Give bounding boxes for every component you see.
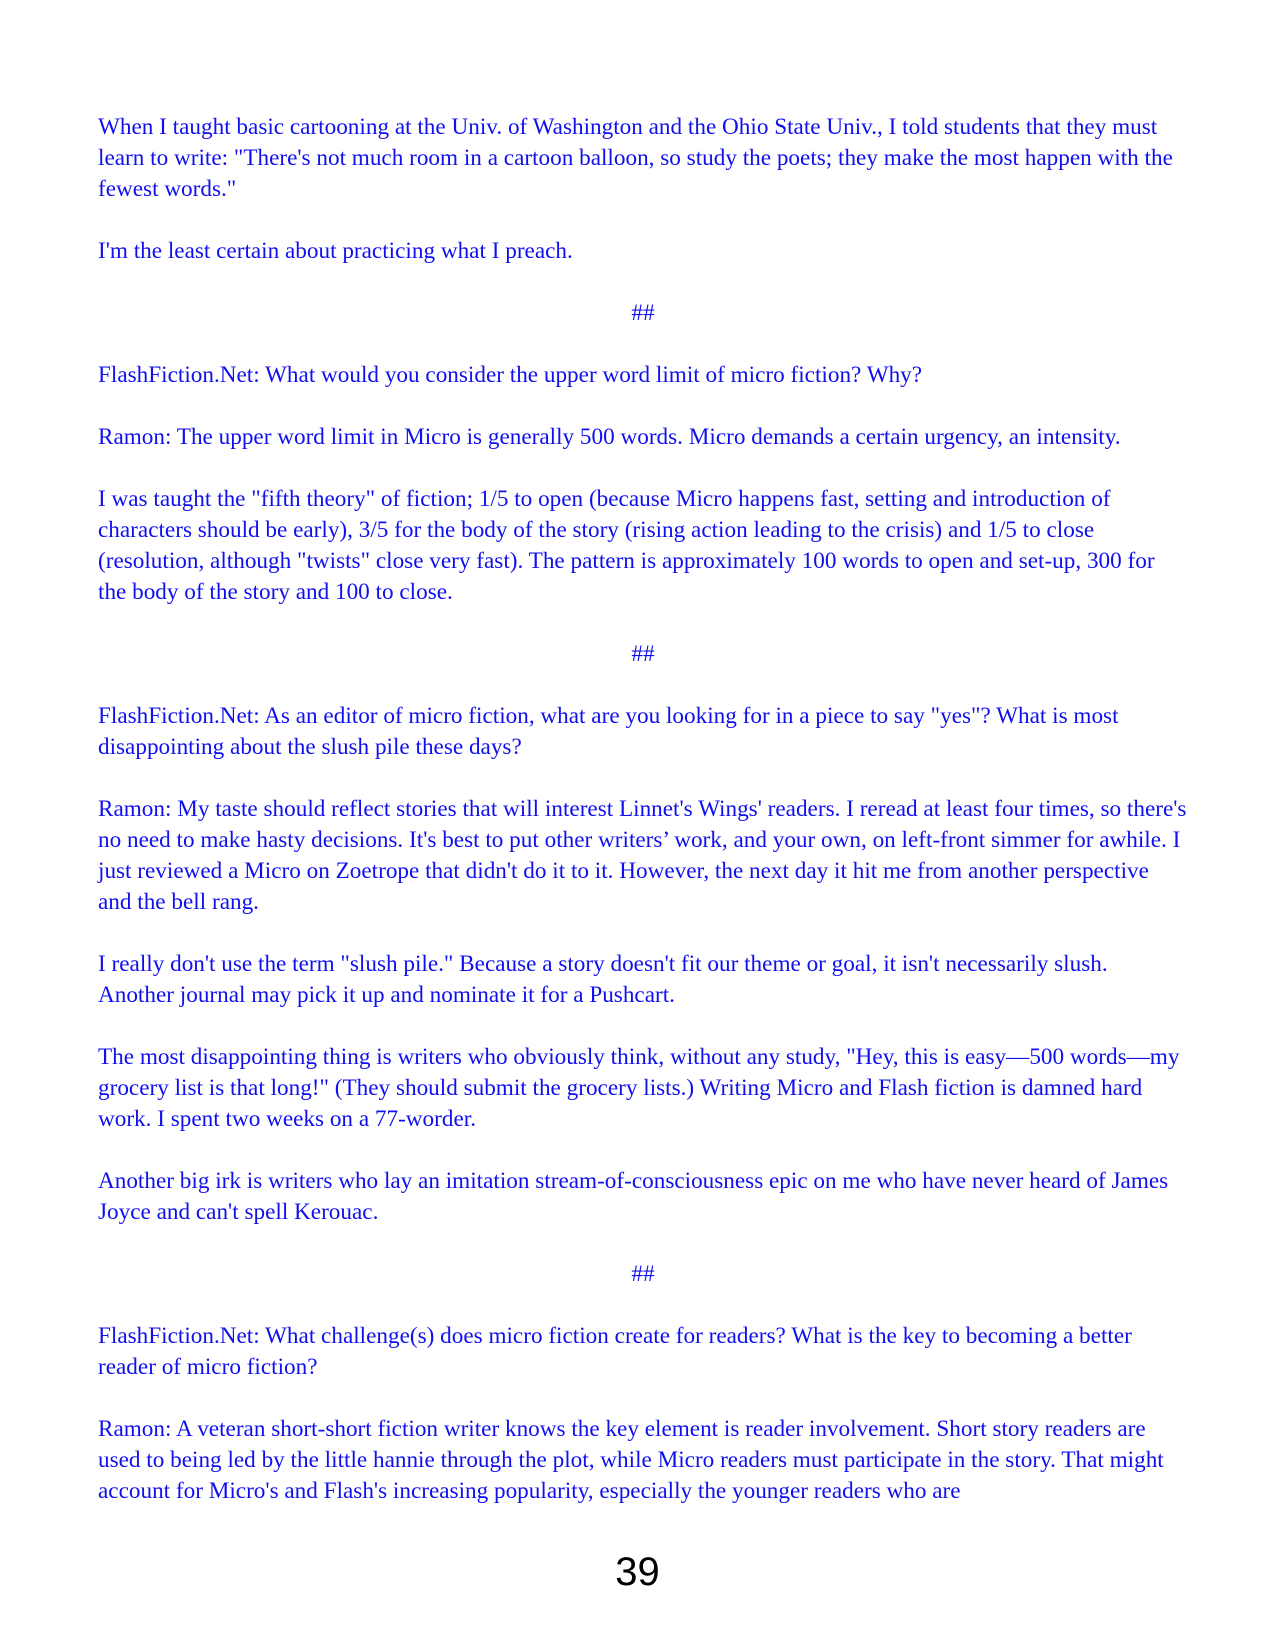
section-separator: ## [631, 300, 655, 326]
paragraph-fifth-theory: I was taught the "fifth theory" of fiction; 1/5 to open (because Micro happens fast, setting and introduction of characters should be early), 3/5 for the body of the story (rising action leading to the crisis) and 1/5 to close (resolution, although "twists" close very fast). The pattern is approximately 100 words to open and set-up, 300 for the body of the story and 100 to close. [98, 486, 1155, 605]
answer-challenges: Ramon: A veteran short-short fiction writer knows the key element is reader involvement. Short story readers are used to being led by the little hannie through the plot, while Micro readers must participate in the story. That might account for Micro's and Flash's increasing popularity, especially the younger readers who are [98, 1416, 1164, 1504]
paragraph-teaching-cartooning: When I taught basic cartooning at the Univ. of Washington and the Ohio State Univ., I told students that they must learn to write: "There's not much room in a cartoon balloon, so study the poets; they make the most happen with the fewest words." [98, 114, 1173, 202]
page-number: 39 [615, 1550, 660, 1594]
question-challenges: FlashFiction.Net: What challenge(s) does micro fiction create for readers? What is the key to becoming a better reader of micro fiction? [98, 1323, 1132, 1380]
paragraph-big-irk: Another big irk is writers who lay an imitation stream-of-consciousness epic on me who have never heard of James Joyce and can't spell Kerouac. [98, 1168, 1169, 1225]
document-body [98, 112, 1188, 1538]
answer-editor-taste: Ramon: My taste should reflect stories that will interest Linnet's Wings' readers. I reread at least four times, so there's no need to make hasty decisions. It's best to put other writers’ work, and your own, on left-front simmer for awhile. I just reviewed a Micro on Zoetrope that didn't do it to it. However, the next day it hit me from another perspective and the bell rang. [98, 796, 1187, 915]
paragraph-practicing: I'm the least certain about practicing what I preach. [98, 238, 573, 264]
question-editor: FlashFiction.Net: As an editor of micro fiction, what are you looking for in a piece to say "yes"? What is most disappointing about the slush pile these days? [98, 703, 1119, 760]
paragraph-slush-pile: I really don't use the term "slush pile." Because a story doesn't fit our theme or goal, it isn't necessarily slush. Another journal may pick it up and nominate it for a Pushcart. [98, 951, 1108, 1008]
paragraph-disappointing: The most disappointing thing is writers who obviously think, without any study, "Hey, this is easy—500 words—my grocery list is that long!" (They should submit the grocery lists.) Writing Micro and Flash fiction is damned hard work. I spent two weeks on a 77-worder. [98, 1044, 1180, 1132]
section-separator: ## [631, 1261, 655, 1287]
section-separator: ## [631, 641, 655, 667]
answer-word-limit: Ramon: The upper word limit in Micro is generally 500 words. Micro demands a certain urgency, an intensity. [98, 424, 1121, 450]
question-word-limit: FlashFiction.Net: What would you consider the upper word limit of micro fiction? Why? [98, 362, 923, 388]
